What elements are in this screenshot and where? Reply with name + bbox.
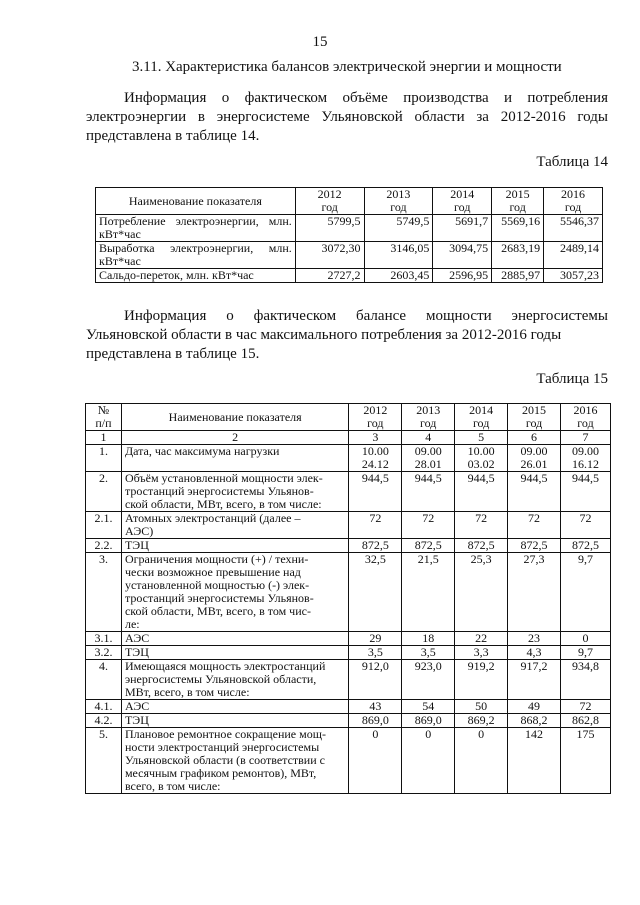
table-cell: 944,5 bbox=[455, 472, 508, 512]
paragraph-line: представлена в таблице 15. bbox=[86, 346, 260, 362]
paragraph-power-balance bbox=[86, 307, 608, 364]
table-cell: 142 bbox=[508, 728, 561, 794]
table-cell: 72 bbox=[455, 512, 508, 539]
table-cell: 912,0 bbox=[349, 660, 402, 700]
column-header-year: 2013 год bbox=[364, 188, 433, 215]
table-cell: 43 bbox=[349, 700, 402, 714]
table-cell: 944,5 bbox=[349, 472, 402, 512]
table-cell: 5799,5 bbox=[295, 215, 364, 242]
table-cell: 72 bbox=[349, 512, 402, 539]
table-cell: 2727,2 bbox=[295, 269, 364, 283]
table-cell: 919,2 bbox=[455, 660, 508, 700]
table-15-caption: Таблица 15 bbox=[536, 371, 608, 387]
table-row bbox=[86, 714, 611, 728]
table-cell: 72 bbox=[508, 512, 561, 539]
table-cell: 872,5 bbox=[561, 539, 611, 553]
table-14-energy-balance bbox=[95, 187, 603, 283]
table-cell: 5569,16 bbox=[492, 215, 544, 242]
table-cell: 3,5 bbox=[349, 646, 402, 660]
row-number: 3.2. bbox=[86, 646, 122, 660]
table-cell: 944,5 bbox=[508, 472, 561, 512]
row-name: Выработка электроэнергии, млн. кВт*час bbox=[96, 242, 296, 269]
table-cell: 175 bbox=[561, 728, 611, 794]
column-header-name: Наименование показателя bbox=[96, 188, 296, 215]
row-name: ТЭЦ bbox=[121, 714, 348, 728]
column-header-year: 2015 год bbox=[492, 188, 544, 215]
table-cell: 23 bbox=[508, 632, 561, 646]
table-14-caption: Таблица 14 bbox=[536, 154, 608, 170]
row-name: ТЭЦ bbox=[121, 539, 348, 553]
table-row bbox=[86, 445, 611, 472]
row-name: Ограничения мощности (+) / техни- чески возможное превышение над установленной мощностью (-) элек- тростанций энергосистемы Ульянов- ской области, МВт, всего, в том чис- ле: bbox=[121, 553, 348, 632]
table-row bbox=[96, 269, 603, 283]
table-cell: 27,3 bbox=[508, 553, 561, 632]
row-name: ТЭЦ bbox=[121, 646, 348, 660]
table-cell: 3146,05 bbox=[364, 242, 433, 269]
table-row bbox=[86, 539, 611, 553]
table-cell: 09.00 26.01 bbox=[508, 445, 561, 472]
row-name: Атомных электростанций (далее – АЭС) bbox=[121, 512, 348, 539]
column-header-year: 2015 год bbox=[508, 404, 561, 431]
table-cell: 0 bbox=[455, 728, 508, 794]
table-cell: 872,5 bbox=[402, 539, 455, 553]
table-row bbox=[86, 660, 611, 700]
paragraph-production-consumption bbox=[86, 89, 608, 146]
table-cell: 872,5 bbox=[508, 539, 561, 553]
column-header-number: № п/п bbox=[86, 404, 122, 431]
table-cell: 9,7 bbox=[561, 553, 611, 632]
column-index: 7 bbox=[561, 431, 611, 445]
table-cell: 3057,23 bbox=[544, 269, 603, 283]
table-row bbox=[86, 646, 611, 660]
table-cell: 10.00 24.12 bbox=[349, 445, 402, 472]
table-cell: 10.00 03.02 bbox=[455, 445, 508, 472]
table-cell: 869,2 bbox=[455, 714, 508, 728]
paragraph-line: Информация о фактическом объёме производства и потребления bbox=[124, 90, 608, 106]
table-cell: 862,8 bbox=[561, 714, 611, 728]
column-header-year: 2012 год bbox=[349, 404, 402, 431]
table-row bbox=[86, 512, 611, 539]
table-header-row bbox=[86, 404, 611, 431]
table-row bbox=[96, 215, 603, 242]
table-cell: 4,3 bbox=[508, 646, 561, 660]
table-cell: 872,5 bbox=[349, 539, 402, 553]
paragraph-line: Ульяновской области в час максимального потребления за 2012-2016 годы bbox=[86, 327, 562, 343]
column-header-year: 2014 год bbox=[455, 404, 508, 431]
column-index: 1 bbox=[86, 431, 122, 445]
row-number: 4. bbox=[86, 660, 122, 700]
table-cell: 872,5 bbox=[455, 539, 508, 553]
column-header-name: Наименование показателя bbox=[121, 404, 348, 431]
table-cell: 09.00 16.12 bbox=[561, 445, 611, 472]
table-cell: 3094,75 bbox=[433, 242, 492, 269]
row-name: Имеющаяся мощность электростанций энергосистемы Ульяновской области, МВт, всего, в том числе: bbox=[121, 660, 348, 700]
paragraph-line: электроэнергии в энергосистеме Ульяновской области за 2012-2016 годы bbox=[86, 109, 608, 125]
table-cell: 09.00 28.01 bbox=[402, 445, 455, 472]
table-cell: 2885,97 bbox=[492, 269, 544, 283]
table-header-row bbox=[96, 188, 603, 215]
page-number: 15 bbox=[312, 34, 328, 50]
row-name: АЭС bbox=[121, 632, 348, 646]
row-number: 4.1. bbox=[86, 700, 122, 714]
column-index: 6 bbox=[508, 431, 561, 445]
table-cell: 49 bbox=[508, 700, 561, 714]
table-cell: 944,5 bbox=[402, 472, 455, 512]
table-cell: 0 bbox=[349, 728, 402, 794]
column-header-year: 2012 год bbox=[295, 188, 364, 215]
row-name: Сальдо-переток, млн. кВт*час bbox=[96, 269, 296, 283]
column-index: 5 bbox=[455, 431, 508, 445]
table-cell: 868,2 bbox=[508, 714, 561, 728]
column-header-year: 2013 год bbox=[402, 404, 455, 431]
table-15-power-balance bbox=[85, 403, 611, 794]
table-cell: 2489,14 bbox=[544, 242, 603, 269]
table-cell: 22 bbox=[455, 632, 508, 646]
table-cell: 5546,37 bbox=[544, 215, 603, 242]
column-header-year: 2014 год bbox=[433, 188, 492, 215]
table-cell: 32,5 bbox=[349, 553, 402, 632]
row-name: Дата, час максимума нагрузки bbox=[121, 445, 348, 472]
row-name: Объём установленной мощности элек- тростанций энергосистемы Ульянов- ской области, МВт, всего, в том числе: bbox=[121, 472, 348, 512]
row-number: 1. bbox=[86, 445, 122, 472]
paragraph-line: Информация о фактическом балансе мощности энергосистемы bbox=[124, 308, 608, 324]
table-cell: 0 bbox=[402, 728, 455, 794]
table-cell: 18 bbox=[402, 632, 455, 646]
paragraph-line: представлена в таблице 14. bbox=[86, 128, 260, 144]
table-cell: 934,8 bbox=[561, 660, 611, 700]
column-index: 2 bbox=[121, 431, 348, 445]
table-cell: 923,0 bbox=[402, 660, 455, 700]
table-cell: 0 bbox=[561, 632, 611, 646]
table-cell: 72 bbox=[561, 512, 611, 539]
table-cell: 869,0 bbox=[402, 714, 455, 728]
row-name: Потребление электроэнергии, млн. кВт*час bbox=[96, 215, 296, 242]
table-cell: 25,3 bbox=[455, 553, 508, 632]
table-cell: 944,5 bbox=[561, 472, 611, 512]
column-index: 3 bbox=[349, 431, 402, 445]
row-number: 4.2. bbox=[86, 714, 122, 728]
table-cell: 3,5 bbox=[402, 646, 455, 660]
row-name: Плановое ремонтное сокращение мощ- ности электростанций энергосистемы Ульяновской области (в соответствии с месячным графиком ремонтов), МВт, всего, в том числе: bbox=[121, 728, 348, 794]
section-title: 3.11. Характеристика балансов электрической энергии и мощности bbox=[132, 59, 562, 75]
row-number: 3. bbox=[86, 553, 122, 632]
table-cell: 5691,7 bbox=[433, 215, 492, 242]
table-cell: 21,5 bbox=[402, 553, 455, 632]
table-cell: 54 bbox=[402, 700, 455, 714]
table-cell: 917,2 bbox=[508, 660, 561, 700]
column-index-row bbox=[86, 431, 611, 445]
row-number: 2.1. bbox=[86, 512, 122, 539]
table-cell: 2596,95 bbox=[433, 269, 492, 283]
column-header-year: 2016 год bbox=[544, 188, 603, 215]
table-cell: 869,0 bbox=[349, 714, 402, 728]
table-row bbox=[86, 700, 611, 714]
table-row bbox=[86, 472, 611, 512]
column-index: 4 bbox=[402, 431, 455, 445]
table-row bbox=[96, 242, 603, 269]
row-number: 5. bbox=[86, 728, 122, 794]
table-cell: 2683,19 bbox=[492, 242, 544, 269]
table-cell: 72 bbox=[402, 512, 455, 539]
table-row bbox=[86, 632, 611, 646]
row-number: 2. bbox=[86, 472, 122, 512]
table-cell: 72 bbox=[561, 700, 611, 714]
row-number: 2.2. bbox=[86, 539, 122, 553]
table-cell: 2603,45 bbox=[364, 269, 433, 283]
table-cell: 3,3 bbox=[455, 646, 508, 660]
table-row bbox=[86, 728, 611, 794]
table-cell: 5749,5 bbox=[364, 215, 433, 242]
table-cell: 50 bbox=[455, 700, 508, 714]
row-number: 3.1. bbox=[86, 632, 122, 646]
table-cell: 9,7 bbox=[561, 646, 611, 660]
table-row bbox=[86, 553, 611, 632]
table-cell: 29 bbox=[349, 632, 402, 646]
row-name: АЭС bbox=[121, 700, 348, 714]
table-cell: 3072,30 bbox=[295, 242, 364, 269]
column-header-year: 2016 год bbox=[561, 404, 611, 431]
